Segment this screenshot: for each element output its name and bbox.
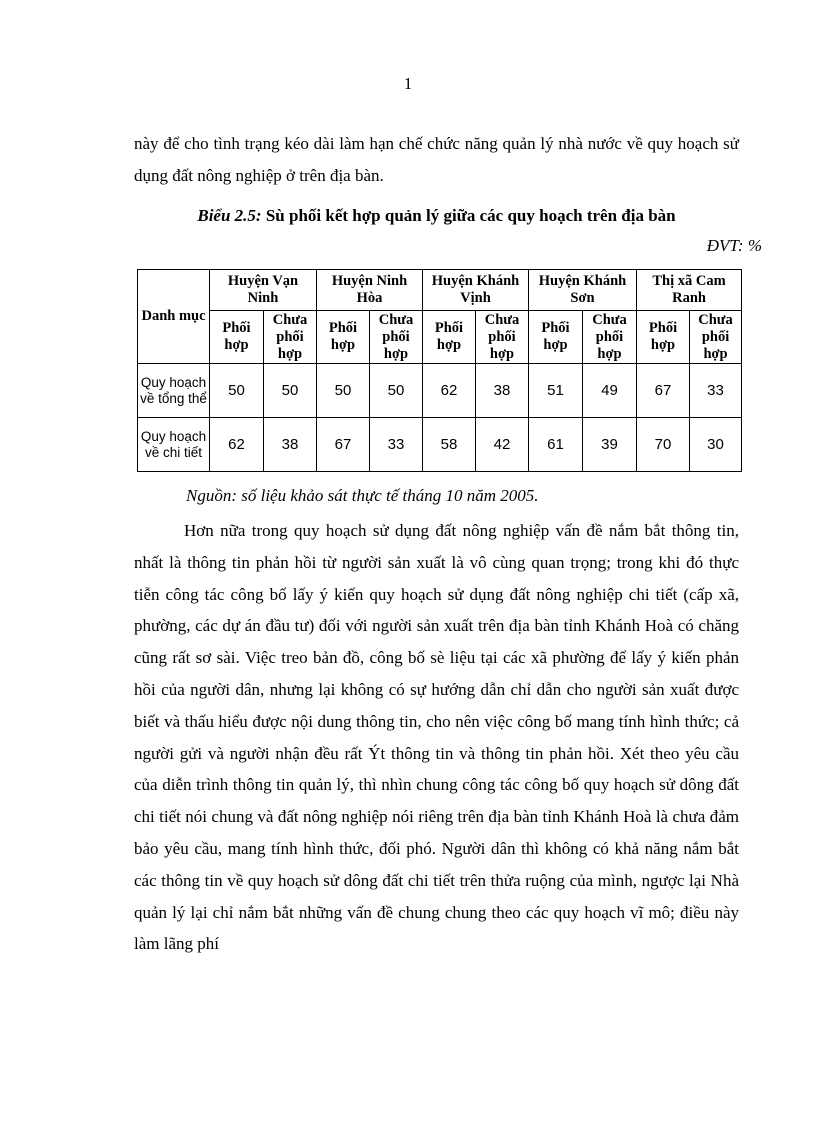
uncoordinated-subheader: Chưa phối hợp (264, 311, 317, 364)
table-cell: 51 (529, 364, 583, 418)
district-header: Thị xã Cam Ranh (637, 270, 742, 311)
page-number: 1 (403, 74, 413, 93)
table-caption-label: Biểu 2.5: (197, 206, 262, 225)
uncoordinated-subheader: Chưa phối hợp (370, 311, 423, 364)
uncoordinated-subheader: Chưa phối hợp (690, 311, 742, 364)
intro-paragraph: này để cho tình trạng kéo dài làm hạn chế chức năng quản lý nhà nước về quy hoạch sử dụng đất nông nghiệp ở trên địa bàn. (134, 134, 739, 185)
table-cell: 62 (210, 418, 264, 472)
source-note: Nguồn: số liệu khảo sát thực tế tháng 10 năm 2005. (186, 486, 539, 505)
table-cell: 49 (583, 364, 637, 418)
table-cell: 50 (210, 364, 264, 418)
coordination-table (137, 269, 742, 472)
table-cell: 70 (637, 418, 690, 472)
table-cell: 50 (317, 364, 370, 418)
uncoordinated-subheader: Chưa phối hợp (583, 311, 637, 364)
table-cell: 42 (476, 418, 529, 472)
coordinated-subheader: Phối hợp (637, 311, 690, 364)
table-cell: 50 (264, 364, 317, 418)
uncoordinated-subheader: Chưa phối hợp (476, 311, 529, 364)
table-row (138, 418, 742, 472)
row-category: Quy hoạch về chi tiết (138, 418, 210, 472)
district-header: Huyện Khánh Vịnh (423, 270, 529, 311)
unit-label: ĐVT: % (706, 236, 762, 255)
table-caption-title: Sù phối kết hợp quản lý giữa các quy hoạch trên địa bàn (261, 206, 676, 225)
coordinated-subheader: Phối hợp (529, 311, 583, 364)
table-cell: 38 (476, 364, 529, 418)
category-header: Danh mục (138, 270, 210, 364)
table-cell: 39 (583, 418, 637, 472)
table-cell: 62 (423, 364, 476, 418)
body-paragraph: Hơn nữa trong quy hoạch sử dụng đất nông nghiệp vấn đề nắm bắt thông tin, nhất là thông tin phản hồi từ người sản xuất là vô cùng quan trọng; trong khi đó thực tiễn công tác công bố lấy ý kiến quy hoạch sử dụng đất nông nghiệp chi tiết (cấp xã, phường, các dự án đầu tư) đối với người sản xuất trên địa bàn tỉnh Khánh Hoà có chăng cũng rất sơ sài. Việc treo bản đồ, công bố sè liệu tại các xã phường để lấy ý kiến phản hồi của người dân, nhưng lại không có sự hướng dẫn chỉ dẫn cho người sản xuất được biết và thấu hiểu được nội dung thông tin, cho nên việc công bố mang tính hình thức; cả người gửi và người nhận đều rất Ýt thông tin và thông tin phản hồi. Xét theo yêu cầu của diễn trình thông tin quản lý, thì nhìn chung công tác công bố quy hoạch sử dông đất chi tiết nói chung và đất nông nghiệp nói riêng trên địa bàn tỉnh Khánh Hoà là chưa đảm bảo yêu cầu, mang tính hình thức, đối phó. Người dân thì không có khả năng nắm bắt các thông tin về quy hoạch sử dông đất chi tiết trên thửa ruộng của mình, ngược lại Nhà quản lý lại chỉ nắm bắt những vấn đề chung chung theo các quy hoạch vĩ mô; điều này làm lãng phí (134, 521, 739, 954)
table-cell: 67 (317, 418, 370, 472)
table-cell: 30 (690, 418, 742, 472)
table-cell: 33 (370, 418, 423, 472)
table-cell: 38 (264, 418, 317, 472)
table-cell: 50 (370, 364, 423, 418)
coordinated-subheader: Phối hợp (317, 311, 370, 364)
table-cell: 58 (423, 418, 476, 472)
table-cell: 61 (529, 418, 583, 472)
coordinated-subheader: Phối hợp (210, 311, 264, 364)
district-header: Huyện Vạn Ninh (210, 270, 317, 311)
table-row (138, 364, 742, 418)
table-caption (134, 206, 739, 226)
district-header: Huyện Khánh Sơn (529, 270, 637, 311)
table-cell: 67 (637, 364, 690, 418)
coordinated-subheader: Phối hợp (423, 311, 476, 364)
table-cell: 33 (690, 364, 742, 418)
district-header: Huyện Ninh Hòa (317, 270, 423, 311)
row-category: Quy hoạch về tổng thể (138, 364, 210, 418)
